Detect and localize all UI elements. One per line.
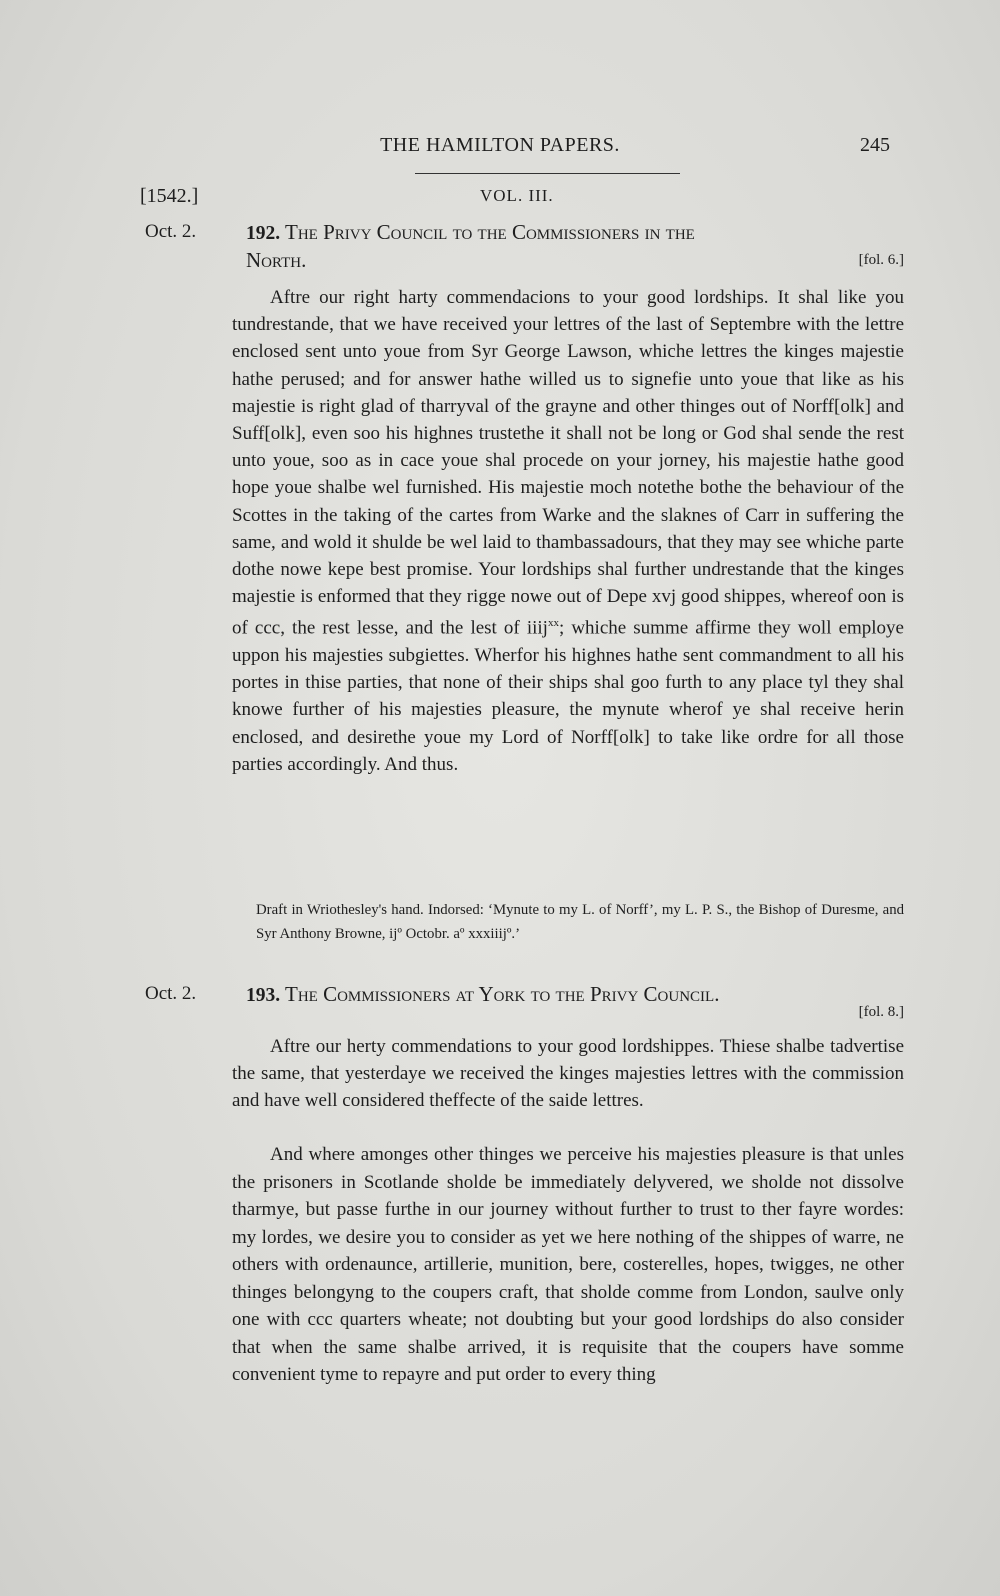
superscript: xx [547,617,559,630]
entry-number: 192. [246,223,281,244]
header-rule [415,173,680,174]
entry-title: The Privy Council to the Commissioners in the [285,220,695,244]
volume-label: VOL. III. [480,186,554,205]
year-note: [1542.] [140,185,199,207]
folio-reference: [fol. 8.] [858,1004,904,1020]
entry-title: The Commissioners at York to the Privy Council. [285,982,720,1006]
running-title: THE HAMILTON PAPERS. [380,134,620,156]
editorial-note: Draft in Wriothesley's hand. Indorsed: ‘Mynute to my L. of Norff’, my L. P. S., the Bishop of Duresme, and Syr Anthony Browne, ijº Octobr. aº xxxiiijº.’ [256,902,904,942]
letter-paragraph: And where amonges other thinges we perceive his majesties pleasure is that unles the prisoners in Scotlande sholde be immediately delyvered, we sholde not dissolve tharmye, but passe furthe in our journey without further to trust to ther fayre wordes: my lordes, we desire you to consider as yet we here nothing of the shippes of warre, ne others with ordenaunce, artillerie, munition, bere, costerelles, hopes, twigges, ne other thinges belongyng to the coupers craft, that sholde comme from London, saulve only one with ccc quarters wheate; not doubting but your good lordships do also consider that when the same shalbe arrived, it is requisite that the coupers have somme convenient tyme to repayre and put order to every thing [232,1144,904,1385]
entry-title-continued: North. [246,248,307,272]
page-number: 245 [860,134,890,156]
letter-paragraph: Aftre our herty commendations to your good lordshippes. Thiese shalbe tadvertise the same, that yesterdaye we received the kinges majesties lettres with the commission and have well considered theffecte of the saide lettres. [232,1036,904,1112]
entry-heading [246,219,904,275]
letter-paragraph: Aftre our right harty commendacions to your good lordships. It shal like you tundrestande, that we have received your lettres of the last of Septembre with the lettre enclosed sent unto youe from Syr George Lawson, whiche lettres the kinges majestie hathe perused; and for answer hathe willed us to signefie unto youe that like as his majestie is right glad of tharryval of the grayne and other thinges out of Norff[olk] and Suff[olk], even soo his highnes trustethe it shall not be long or God shal sende the rest unto youe, soo as in cace youe shal procede on your jorney, his majestie hathe good hope youe shalbe wel furnished. His majestie moch notethe bothe the behaviour of the Scottes in the taking of the cartes from Warke and the slaknes of Carr in suffering the same, and wold it shulde be wel laid to thambassadours, that they may see whiche parte dothe nowe kepe best promise. Your lordships shal further undrestande that the kinges majestie is enformed that they rigge nowe out of Depe xvj good shippes, whereof oon is of ccc, the rest lesse, and the lest of iiij$^{xx}$; whiche summe affirme they woll employe uppon his majesties subgiettes. Wherfor his highnes hathe sent commandment to all his portes in thise parties, that none of their ships shal goo furth to any place tyl they shal knowe further of his majesties pleasure, the mynute wherof ye shal receive herin enclosed, and desirethe youe my Lord of Norff[olk] to take like ordre for all those parties accordingly. And thus. [232,287,904,775]
entry-date: Oct. 2. [145,221,197,242]
entry-number: 193. [246,985,281,1006]
entry-date: Oct. 2. [145,983,197,1004]
entry-heading [246,981,904,1009]
folio-reference: [fol. 6.] [858,252,904,268]
